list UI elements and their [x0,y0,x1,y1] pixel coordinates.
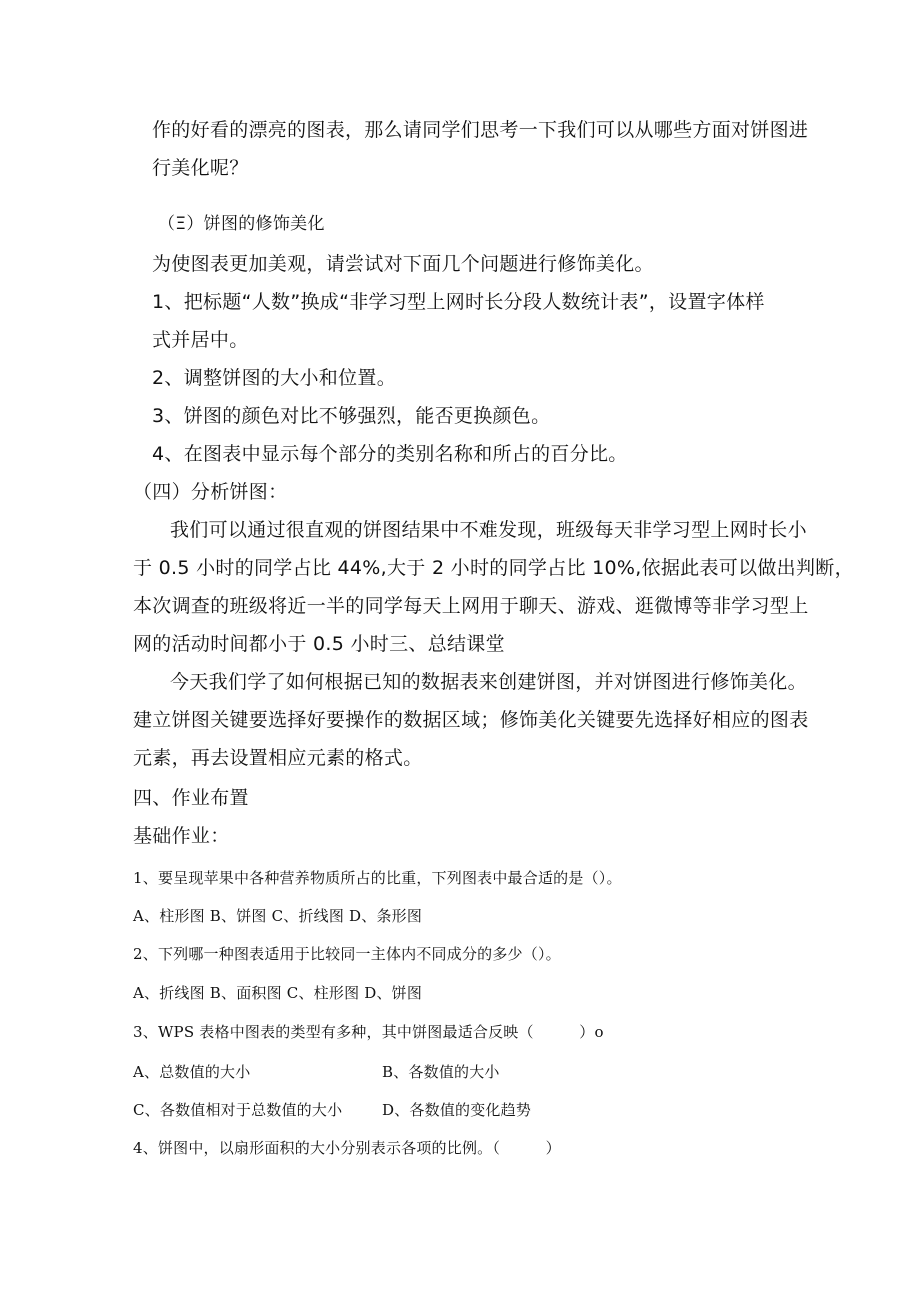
section-3-lead: 为使图表更加美观，请尝试对下面几个问题进行修饰美化。 [152,253,654,275]
intro-line-1: 作的好看的漂亮的图表，那么请同学们思考一下我们可以从哪些方面对饼图进 [152,119,809,141]
section-3-item-2: 2、调整饼图的大小和位置。 [152,367,396,389]
summary-line-1: 今天我们学了如何根据已知的数据表来创建饼图，并对饼图进行修饰美化。 [170,671,807,693]
section-4-paragraph-line-4: 网的活动时间都小于 0.5 小时三、总结课堂 [133,633,505,655]
section-4-heading: （四）分析饼图： [133,481,288,503]
question-2: 2、下列哪一种图表适用于比较同一主体内不同成分的多少（）。 [133,945,561,963]
question-3-option-a: A、总数值的大小 [133,1063,251,1081]
section-3-item-4: 4、在图表中显示每个部分的类别名称和所占的百分比。 [152,443,628,465]
section-4-paragraph-line-3: 本次调查的班级将近一半的同学每天上网用于聊天、游戏、逛微博等非学习型上 [133,595,809,617]
question-1-options: A、柱形图 B、饼图 C、折线图 D、条形图 [133,907,423,925]
question-3: 3、WPS 表格中图表的类型有多种，其中饼图最适合反映（ ）o [133,1023,604,1041]
section-3-item-1-line-2: 式并居中。 [152,329,249,351]
section-4-paragraph-line-1: 我们可以通过很直观的饼图结果中不难发现，班级每天非学习型上网时长小 [170,519,807,541]
summary-line-3: 元素，再去设置相应元素的格式。 [133,747,423,769]
homework-heading: 四、作业布置 [133,787,249,809]
section-4-paragraph-line-2: 于 0.5 小时的同学占比 44%,大于 2 小时的同学占比 10%,依据此表可以做出判断， [133,557,854,579]
summary-line-2: 建立饼图关键要选择好要操作的数据区域；修饰美化关键要先选择好相应的图表 [133,709,809,731]
question-2-options: A、折线图 B、面积图 C、柱形图 D、饼图 [133,984,423,1002]
question-1: 1、要呈现苹果中各种营养物质所占的比重，下列图表中最合适的是（）。 [133,869,622,887]
section-3-item-3: 3、饼图的颜色对比不够强烈，能否更换颜色。 [152,405,551,427]
homework-basic-label: 基础作业： [133,825,230,847]
question-3-option-d: D、各数值的变化趋势 [382,1101,532,1119]
section-3-item-1-line-1: 1、把标题“人数”换成“非学习型上网时长分段人数统计表”，设置字体样 [152,291,765,313]
section-3-heading: （Ξ）饼图的修饰美化 [158,214,325,234]
intro-line-2: 行美化呢？ [152,157,249,179]
question-3-option-b: B、各数值的大小 [382,1063,500,1081]
question-3-option-c: C、各数值相对于总数值的大小 [133,1101,343,1119]
question-4: 4、饼图中，以扇形面积的大小分别表示各项的比例。（ ） [133,1139,561,1157]
